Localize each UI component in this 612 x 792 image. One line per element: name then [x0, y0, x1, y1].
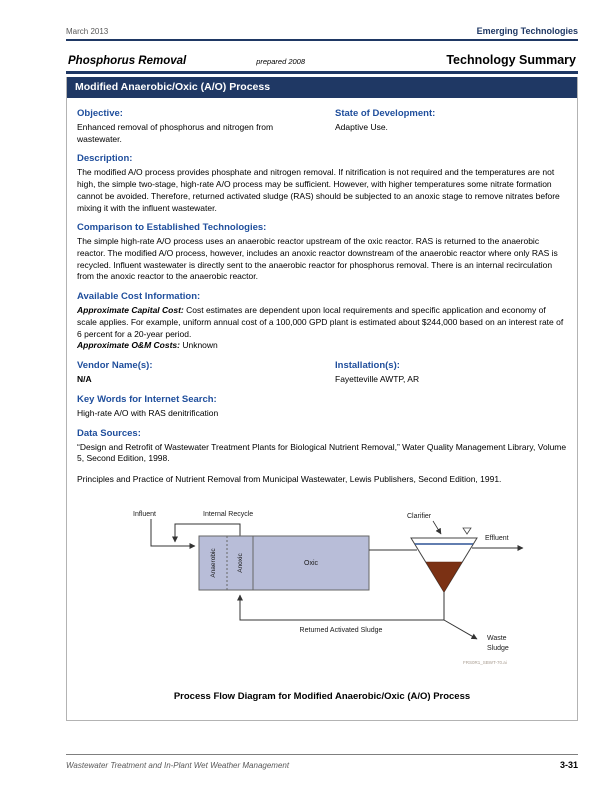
- influent-label: Influent: [133, 510, 156, 518]
- internal-recycle-label: Internal Recycle: [203, 510, 254, 518]
- description-heading: Description:: [77, 153, 133, 165]
- anaerobic-zone-label: Anaerobic: [210, 548, 217, 578]
- watermark-text: FRS0R1_SBWT-70.ai: [463, 659, 507, 665]
- diagram-caption: Process Flow Diagram for Modified Anaerobic/Oxic (A/O) Process: [173, 690, 471, 702]
- influent-arrow: [151, 519, 195, 546]
- title-rule: [66, 71, 578, 74]
- objective-heading: Objective:: [77, 108, 123, 119]
- doc-title: Phosphorus Removal: [68, 55, 187, 67]
- process-flow-diagram: [111, 502, 567, 675]
- reactor-box: [199, 536, 369, 590]
- objective-text: Enhanced removal of phosphorus and nitrogen from wastewater.: [77, 122, 274, 144]
- date-text: March 2013: [66, 27, 109, 36]
- clarifier-label: Clarifier: [407, 512, 432, 520]
- waste-sludge-arrow: [444, 620, 477, 639]
- capital-cost-label: Approximate Capital Cost:: [77, 305, 184, 316]
- page-number: 3-31: [559, 760, 578, 770]
- header-rule: [66, 39, 578, 41]
- brand-text: Emerging Technologies: [476, 26, 578, 36]
- state-text: Adaptive Use.: [335, 122, 388, 132]
- footer-document-title: Wastewater Treatment and In-Plant Wet Weather Management: [66, 761, 290, 770]
- title-row: [66, 53, 578, 67]
- page: [66, 0, 578, 721]
- description-text: The modified A/O process provides phosphate and nitrogen removal. If nitrification is not required and the temperatures are not high, the simple two-stage, high-rate A/O process may be sufficient. However, with higher temperatures some nitrate formation cannot be avoided. Therefore, returned activated sludge (RAS) should be subjected to an anoxic stage to remove nitrates before mixing it with the influent wastewater.: [77, 167, 560, 213]
- objective-state-row: [77, 100, 567, 145]
- objective-section: [77, 100, 335, 145]
- state-section: [335, 100, 567, 145]
- state-heading: State of Development:: [335, 108, 436, 119]
- top-header: [66, 0, 578, 36]
- capital-cost-body: Cost estimates are dependent upon local requirements and specific application and economy of scale applies. For example, uniform annual cost of a 100,000 GPD plant is estimated about $244,000 based on an interest rate of 6 percent for a 20-year period.: [77, 305, 564, 339]
- content-inner: [67, 98, 577, 720]
- title-bar: Modified Anaerobic/Oxic (A/O) Process: [67, 77, 577, 98]
- installation-heading: Installation(s):: [335, 360, 400, 372]
- ras-label: Returned Activated Sludge: [299, 626, 383, 634]
- effluent-label: Effluent: [485, 534, 509, 542]
- ras-arrow: [240, 592, 444, 620]
- footer-rule: [66, 754, 578, 755]
- vendor-section: [77, 352, 335, 386]
- cost-heading: Available Cost Information:: [77, 291, 201, 303]
- doc-type: Technology Summary: [446, 53, 576, 67]
- content-box: [66, 77, 578, 721]
- page-footer: [66, 754, 578, 770]
- data-sources-heading: Data Sources:: [77, 427, 141, 439]
- om-cost-label: Approximate O&M Costs:: [77, 340, 180, 351]
- water-surface-icon: [463, 528, 471, 534]
- om-cost-body: Unknown: [179, 340, 218, 351]
- clarifier-sludge: [426, 562, 462, 592]
- clarifier-pointer-arrow: [433, 521, 441, 534]
- data-source-1: “Design and Retrofit of Wastewater Treatment Plants for Biological Nutrient Removal,” Water Quality Management Library, Volume 5, Second Edition, 1998.: [77, 441, 567, 464]
- vendor-text: N/A: [77, 374, 92, 385]
- keywords-heading: Key Words for Internet Search:: [77, 393, 217, 405]
- anoxic-zone-label: Anoxic: [237, 552, 244, 573]
- comparison-text: The simple high-rate A/O process uses an anaerobic reactor upstream of the oxic reactor. RAS is returned to the anaerobic reactor. The modified A/O process, however, includes an anoxic reactor downstream of the anaerobic reactor where only RAS is recycled. Influent wastewater is directly sent to the anaerobic reactor for phosphorus removal. There is an internal recirculation from the anoxic reactor to the anaerobic reactor.: [77, 236, 558, 282]
- prepared-date: prepared 2008: [256, 57, 306, 66]
- installation-text: Fayetteville AWTP, AR: [335, 374, 420, 385]
- comparison-heading: Comparison to Established Technologies:: [77, 222, 267, 234]
- process-flow-svg: [111, 502, 541, 670]
- installation-section: [335, 352, 567, 386]
- vendor-heading: Vendor Name(s):: [77, 360, 153, 372]
- vendor-installation-row: [77, 352, 567, 386]
- cost-capital-text: [77, 305, 567, 340]
- data-source-2: Principles and Practice of Nutrient Removal from Municipal Wastewater, Lewis Publishers, Second Edition, 1991.: [77, 473, 502, 484]
- cost-om-text: [77, 340, 567, 352]
- waste-sludge-label-2: Sludge: [487, 644, 509, 652]
- keywords-text: High-rate A/O with RAS denitrification: [77, 407, 219, 418]
- oxic-zone-label: Oxic: [304, 559, 318, 567]
- waste-sludge-label-1: Waste: [487, 634, 507, 642]
